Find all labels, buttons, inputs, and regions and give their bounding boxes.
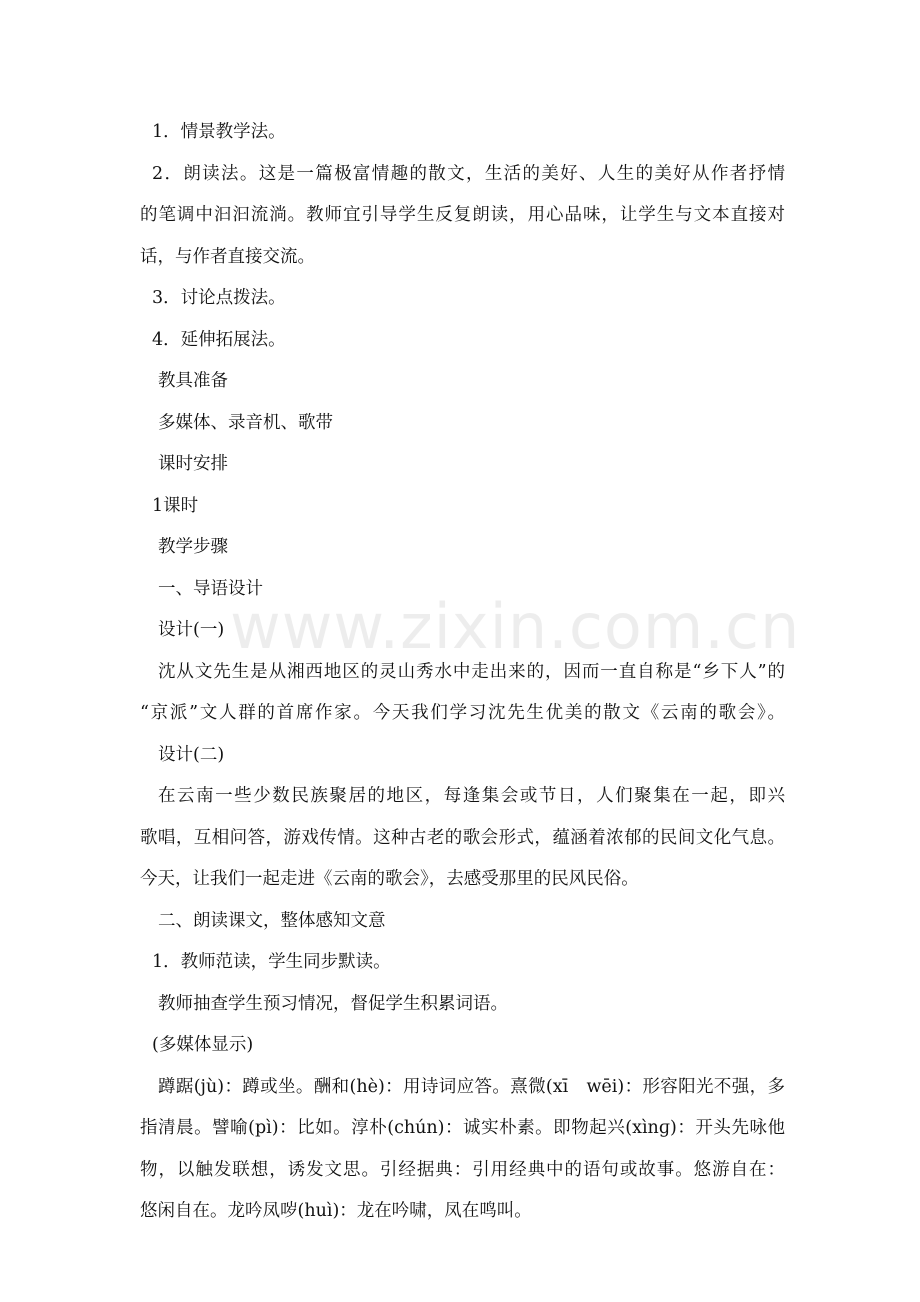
text-line: 设计(二) — [158, 744, 225, 765]
text-line: 1．教师范读，学生同步默读。 — [152, 952, 391, 972]
text-line: 沈从文先生是从湘西地区的灵山秀水中走出来的，因而一直自称是“乡下人”的 — [158, 661, 785, 682]
document-body — [140, 112, 785, 1233]
text-line: 1．情景教学法。 — [152, 122, 286, 142]
text-line: (多媒体显示) — [152, 1035, 254, 1055]
text-line: 话，与作者直接交流。 — [140, 246, 315, 267]
text-line: 1课时 — [152, 495, 199, 516]
text-line: 指清晨。譬喻(pì)：比如。淳朴(chún)：诚实朴素。即物起兴(xìnɡ)：开头先咏他 — [140, 1118, 785, 1138]
text-line: 悠闲自在。龙吟凤哕(huì)：龙在吟啸，凤在鸣叫。 — [140, 1201, 532, 1221]
section-heading: 一、导语设计 — [158, 578, 263, 599]
section-heading: 二、朗读课文，整体感知文意 — [158, 910, 386, 931]
text-line: 教师抽查学生预习情况，督促学生积累词语。 — [158, 993, 508, 1014]
section-heading: 课时安排 — [158, 454, 228, 474]
text-line: 多媒体、录音机、歌带 — [158, 412, 333, 433]
section-heading: 教学步骤 — [158, 537, 228, 557]
text-line: 歌唱，互相问答，游戏传情。这种古老的歌会形式，蕴涵着浓郁的民间文化气息。 — [140, 827, 785, 848]
text-line: 今天，让我们一起走进《云南的歌会》，去感受那里的民风民俗。 — [140, 869, 639, 889]
text-line: 蹲踞(jù)：蹲或坐。酬和(hè)：用诗词应答。熹微(xī wēi)：形容阳光不强，多 — [158, 1076, 785, 1097]
text-line: 2．朗读法。这是一篇极富情趣的散文，生活的美好、人生的美好从作者抒情 — [152, 163, 785, 184]
watermark: www.zixin.com.cn — [230, 590, 801, 663]
text-line: 3．讨论点拨法。 — [152, 288, 286, 308]
section-heading: 教具准备 — [158, 371, 228, 391]
text-line: 在云南一些少数民族聚居的地区，每逢集会或节日，人们聚集在一起，即兴 — [158, 786, 785, 806]
text-line: 4．延伸拓展法。 — [152, 329, 286, 350]
text-line: 物，以触发联想，诱发文思。引经据典：引用经典中的语句或故事。悠游自在： — [140, 1159, 785, 1180]
text-line: 设计(一) — [158, 620, 225, 640]
text-line: 的笔调中汩汩流淌。教师宜引导学生反复朗读，用心品味，让学生与文本直接对 — [140, 205, 785, 225]
text-line: “京派”文人群的首席作家。今天我们学习沈先生优美的散文《云南的歌会》。 — [140, 703, 785, 723]
